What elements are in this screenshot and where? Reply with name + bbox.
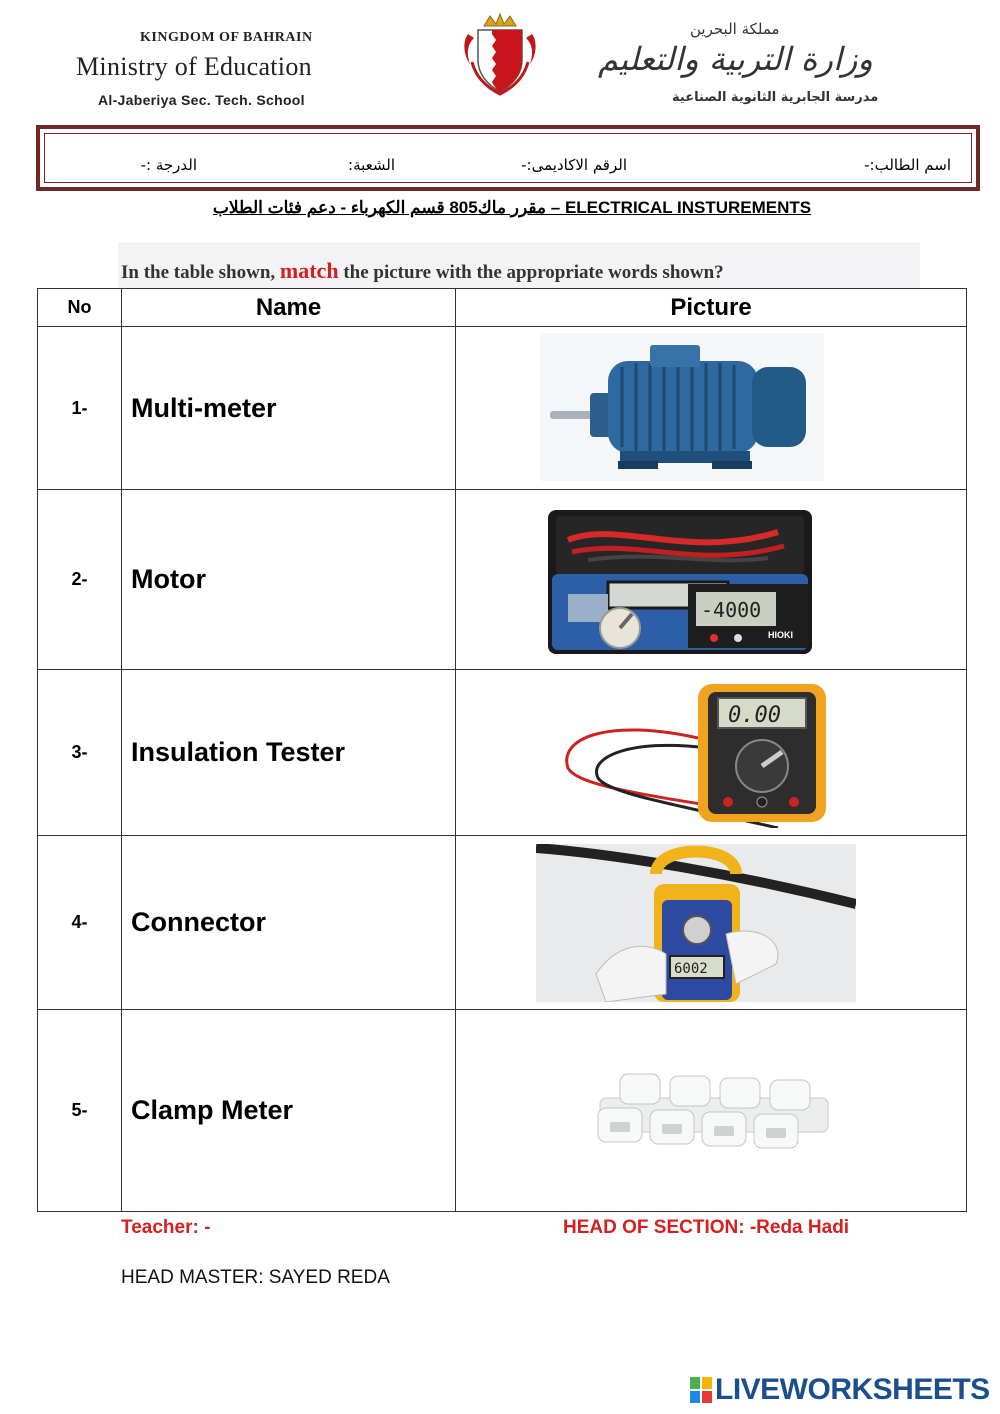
clamp-meter-display: 6002 [674,961,708,977]
instruction-start: In the table shown, [121,262,280,283]
picture-cell [456,327,967,490]
picture-cell [456,490,967,670]
row-name: Clamp Meter [122,1010,456,1212]
subject-line: ELECTRICAL INSTUREMENTS – مقرر ماك805 قسم الكهرباء - دعم فئات الطلاب [212,198,812,217]
row-name: Connector [122,836,456,1010]
head-of-section-label: HEAD OF SECTION: -Reda Hadi [563,1217,850,1238]
row-number: 1- [38,327,122,490]
table-row [38,1010,967,1212]
header-name: Name [122,289,456,327]
school-name: Al-Jaberiya Sec. Tech. School [98,92,305,108]
row-name: Motor [122,490,456,670]
student-name-label: اسم الطالب:- [864,156,951,174]
header-no: No [38,289,122,327]
table-row [38,836,967,1010]
head-master-label: HEAD MASTER: SAYED REDA [121,1267,390,1288]
terminal-connector-image [592,1068,836,1152]
instruction-highlight: match [279,258,339,283]
kingdom-title-ar: مملكة البحرين [690,20,780,38]
insulation-tester-brand: HIOKI [768,630,794,640]
academic-number-label: الرقم الاكاديمى:- [521,156,627,174]
table-row [38,670,967,836]
picture-cell [456,836,967,1010]
kingdom-title: KINGDOM OF BAHRAIN [140,30,313,45]
header-picture: Picture [456,289,967,327]
table-row [38,490,967,670]
row-number: 4- [38,836,122,1010]
ministry-title: Ministry of Education [76,52,312,81]
ministry-title-ar: وزارة التربية والتعليم [598,40,873,78]
liveworksheets-logo-icon [690,1377,712,1403]
row-name: Insulation Tester [122,670,456,836]
school-name-ar: مدرسة الجابرية الثانوية الصناعية [672,90,879,105]
insulation-tester-image [548,510,812,654]
liveworksheets-logo [690,1372,990,1408]
clamp-meter-image [536,844,856,1002]
instruction [121,258,724,284]
liveworksheets-wordmark: LIVEWORKSHEETS [715,1373,990,1406]
matching-table [37,288,967,1212]
grade-label: الدرجة :- [140,156,197,174]
picture-cell [456,670,967,836]
student-info-box [36,125,980,191]
electric-motor-image [540,333,824,481]
row-number: 3- [38,670,122,836]
instruction-end: the picture with the appropriate words shown? [338,262,724,283]
row-name: Multi-meter [122,327,456,490]
row-number: 2- [38,490,122,670]
insulation-tester-display: -4000 [701,598,762,622]
bahrain-emblem-icon [458,12,542,96]
table-header-row [38,289,967,327]
picture-cell [456,1010,967,1212]
table-row [38,327,967,490]
teacher-label: Teacher: - [121,1217,211,1238]
row-number: 5- [38,1010,122,1212]
multimeter-display: 0.00 [728,703,781,728]
multimeter-image [548,678,898,828]
section-label: الشعبة: [348,156,395,174]
